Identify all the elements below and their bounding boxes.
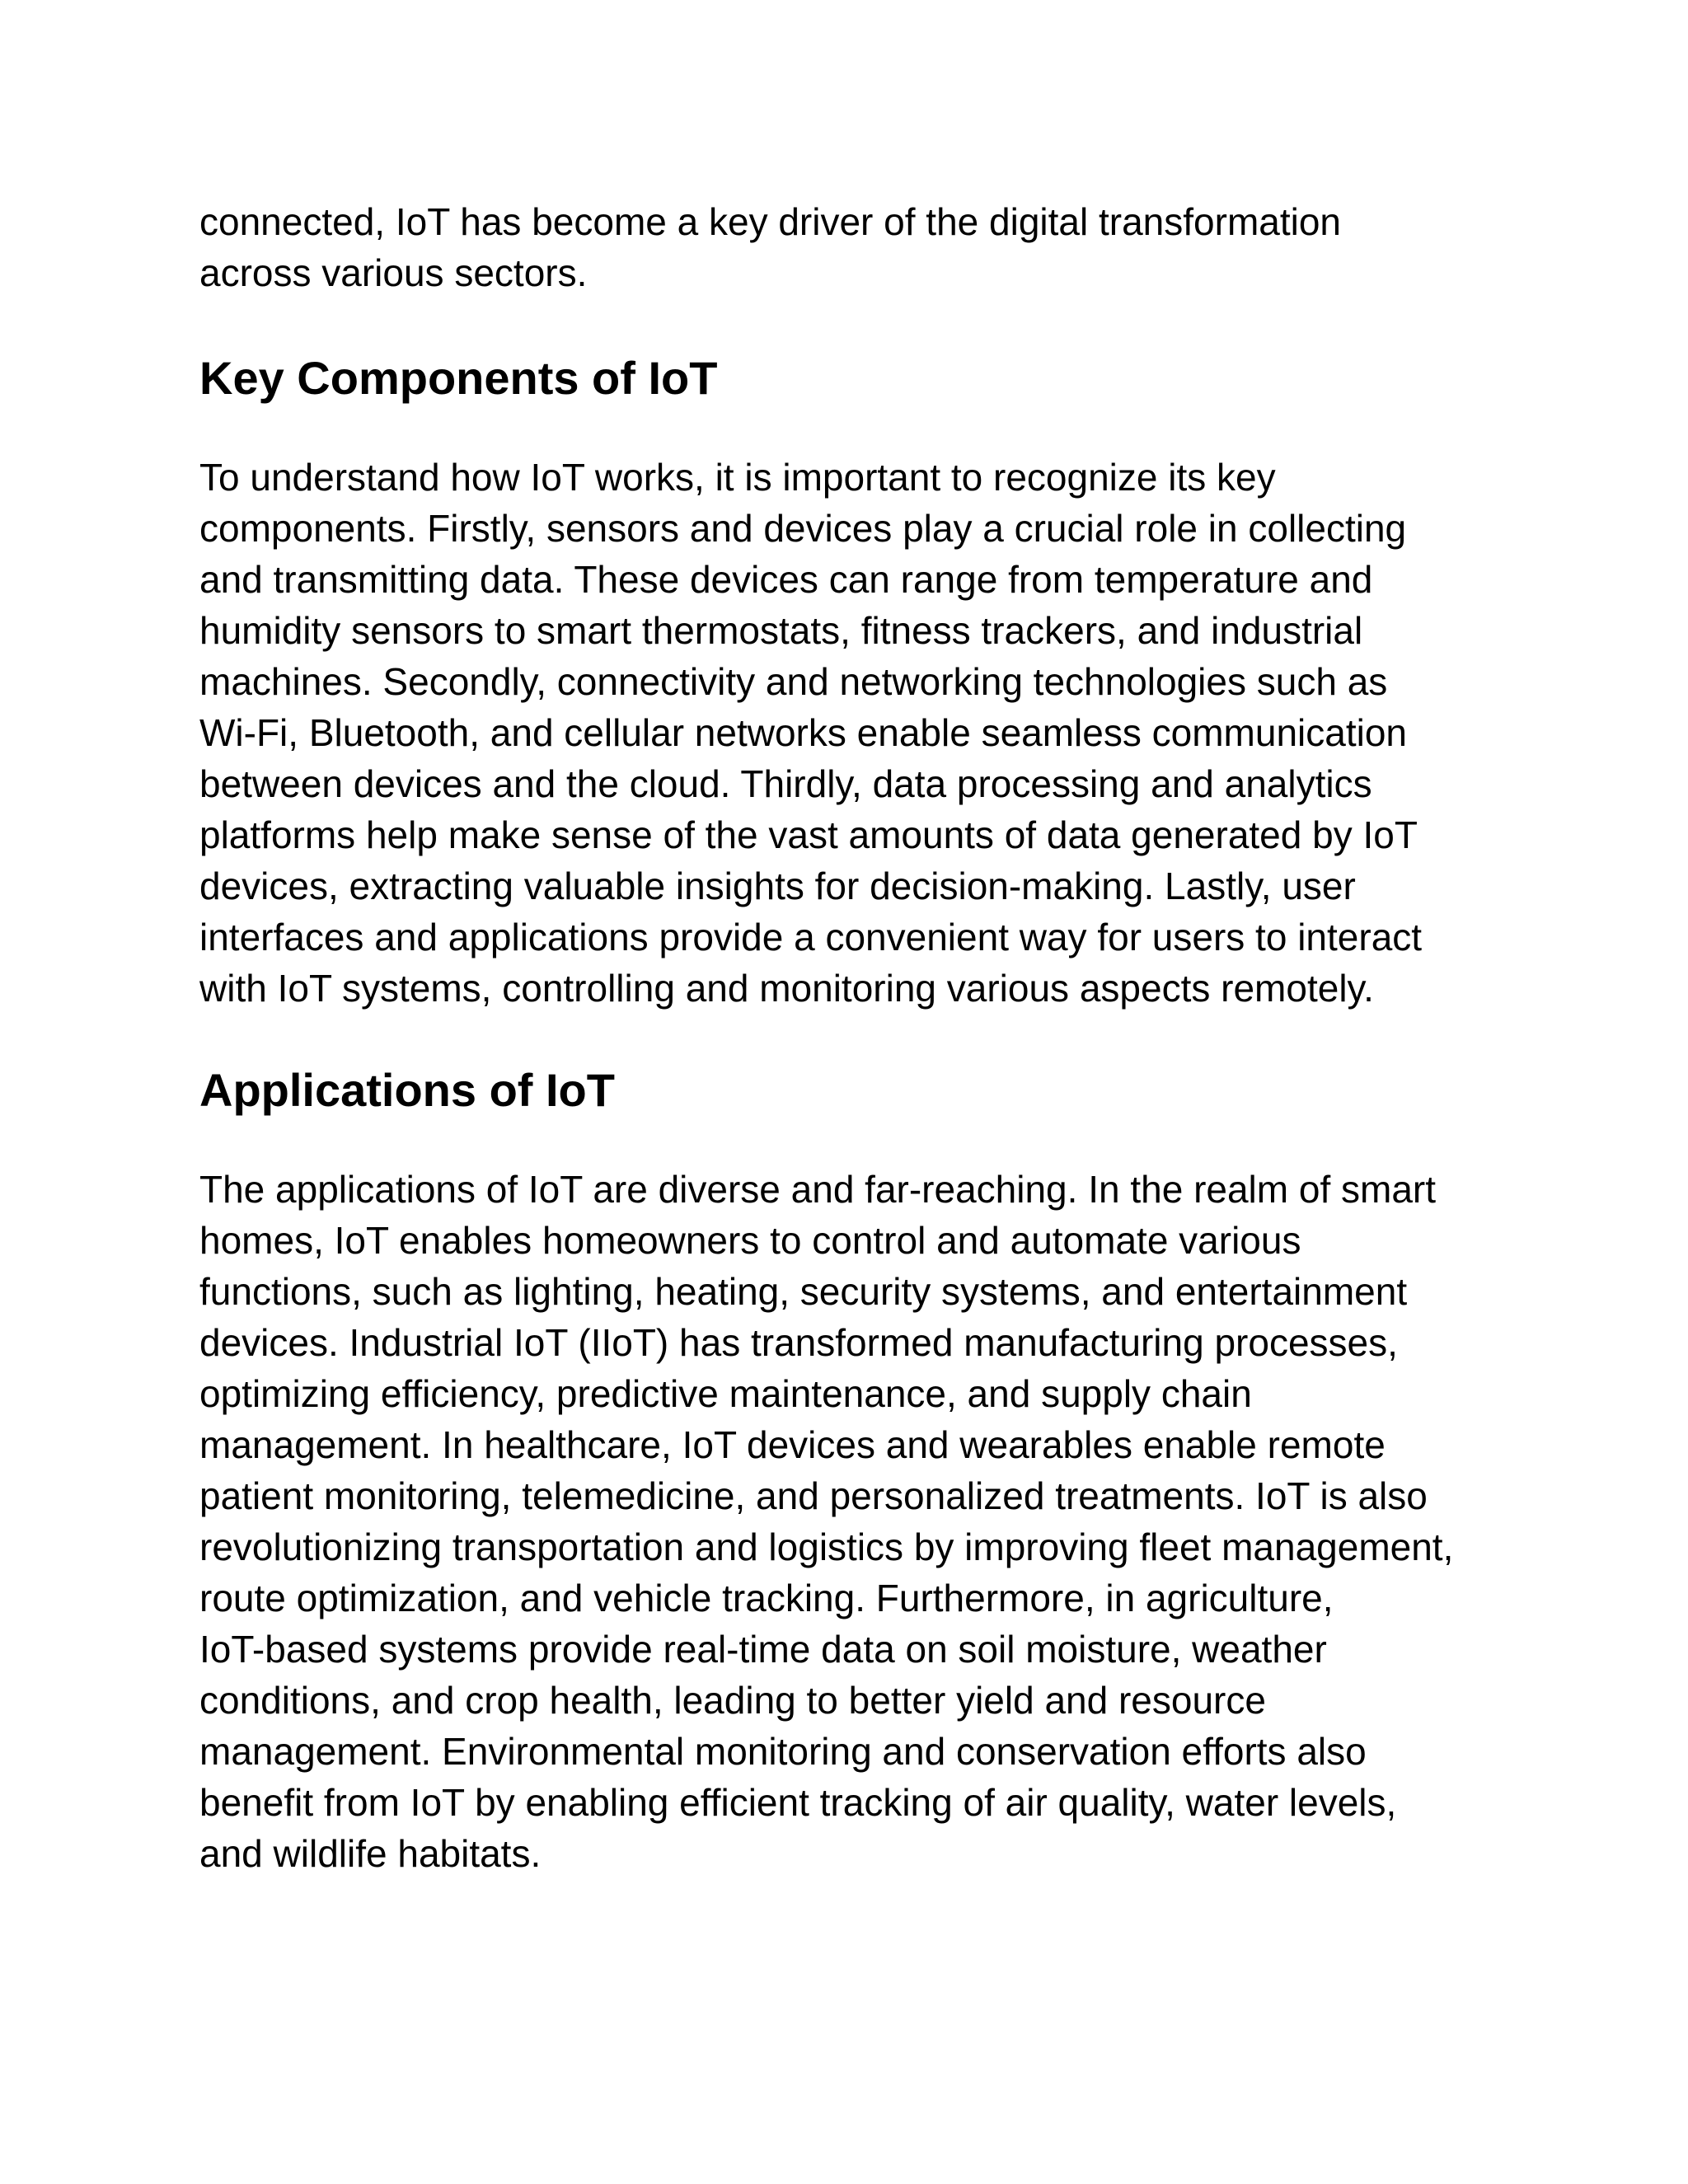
text-line: machines. Secondly, connectivity and networking technologies such as — [199, 660, 1388, 703]
section-heading-applications: Applications of IoT — [199, 1064, 615, 1116]
text-line: The applications of IoT are diverse and far-reaching. In the realm of smart — [199, 1168, 1437, 1211]
text-line: management. In healthcare, IoT devices and wearables enable remote — [199, 1423, 1386, 1466]
text-line: and transmitting data. These devices can range from temperature and — [199, 558, 1373, 601]
text-line: platforms help make sense of the vast amounts of data generated by IoT — [199, 813, 1418, 856]
text-line: components. Firstly, sensors and devices play a crucial role in collecting — [199, 507, 1407, 550]
document-body — [199, 196, 1518, 1879]
text-line: patient monitoring, telemedicine, and personalized treatments. IoT is also — [199, 1474, 1428, 1517]
text-line: revolutionizing transportation and logistics by improving fleet management, — [199, 1526, 1454, 1568]
text-line: and wildlife habitats. — [199, 1832, 542, 1875]
text-line: between devices and the cloud. Thirdly, data processing and analytics — [199, 762, 1372, 805]
text-line: connected, IoT has become a key driver of the digital transformation — [199, 200, 1342, 243]
text-line: devices, extracting valuable insights for decision-making. Lastly, user — [199, 865, 1356, 907]
text-line: humidity sensors to smart thermostats, fitness trackers, and industrial — [199, 609, 1363, 652]
text-line: homes, IoT enables homeowners to control and automate various — [199, 1219, 1301, 1262]
text-line: with IoT systems, controlling and monitoring various aspects remotely. — [199, 967, 1374, 1010]
key-components-paragraph — [199, 452, 1518, 1014]
intro-paragraph — [199, 196, 1518, 298]
text-line: devices. Industrial IoT (IIoT) has transformed manufacturing processes, — [199, 1321, 1398, 1364]
text-line: across various sectors. — [199, 251, 588, 294]
text-line: To understand how IoT works, it is important to recognize its key — [199, 456, 1276, 499]
text-line: Wi-Fi, Bluetooth, and cellular networks enable seamless communication — [199, 711, 1407, 754]
applications-paragraph — [199, 1164, 1518, 1879]
text-line: benefit from IoT by enabling efficient tracking of air quality, water levels, — [199, 1781, 1397, 1824]
text-line: route optimization, and vehicle tracking. Furthermore, in agriculture, — [199, 1577, 1334, 1619]
text-line: IoT-based systems provide real-time data on soil moisture, weather — [199, 1628, 1327, 1671]
text-line: functions, such as lighting, heating, security systems, and entertainment — [199, 1270, 1408, 1313]
text-line: interfaces and applications provide a convenient way for users to interact — [199, 916, 1423, 958]
text-line: management. Environmental monitoring and conservation efforts also — [199, 1730, 1367, 1773]
text-line: optimizing efficiency, predictive maintenance, and supply chain — [199, 1372, 1252, 1415]
text-line: conditions, and crop health, leading to better yield and resource — [199, 1679, 1266, 1722]
section-heading-key-components: Key Components of IoT — [199, 352, 718, 404]
